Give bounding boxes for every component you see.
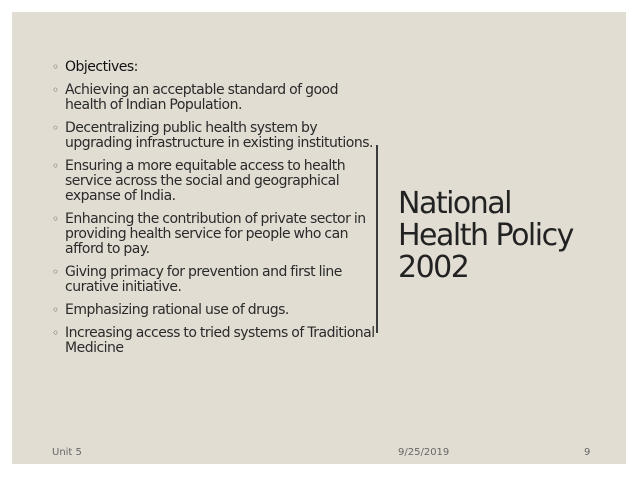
slide-title [398, 188, 618, 284]
bullet-item: ◦ Increasing access to tried systems of Traditional Medicine [52, 326, 382, 356]
bullet-item: ◦ Emphasizing rational use of drugs. [52, 303, 382, 318]
slide [12, 12, 626, 464]
footer-date: 9/25/2019 [398, 447, 450, 458]
bullet-item: ◦ Ensuring a more equitable access to health service across the social and geographical expanse of India. [52, 159, 382, 204]
title-line: National [398, 186, 512, 221]
title-line: 2002 [398, 250, 469, 285]
vertical-divider [376, 145, 378, 333]
bullet-list [52, 60, 382, 364]
footer-unit-label: Unit 5 [52, 447, 82, 458]
footer-page-number: 9 [584, 447, 591, 458]
title-line: Health Policy [398, 218, 573, 253]
bullet-item: ◦ Decentralizing public health system by upgrading infrastructure in existing institutions. [52, 121, 382, 151]
bullet-item: ◦ Enhancing the contribution of private sector in providing health service for people who can afford to pay. [52, 212, 382, 257]
bullet-item: ◦ Achieving an acceptable standard of good health of Indian Population. [52, 83, 382, 113]
bullet-item: ◦ Giving primacy for prevention and first line curative initiative. [52, 265, 382, 295]
bullet-objectives-heading: ◦ Objectives: [52, 60, 382, 75]
